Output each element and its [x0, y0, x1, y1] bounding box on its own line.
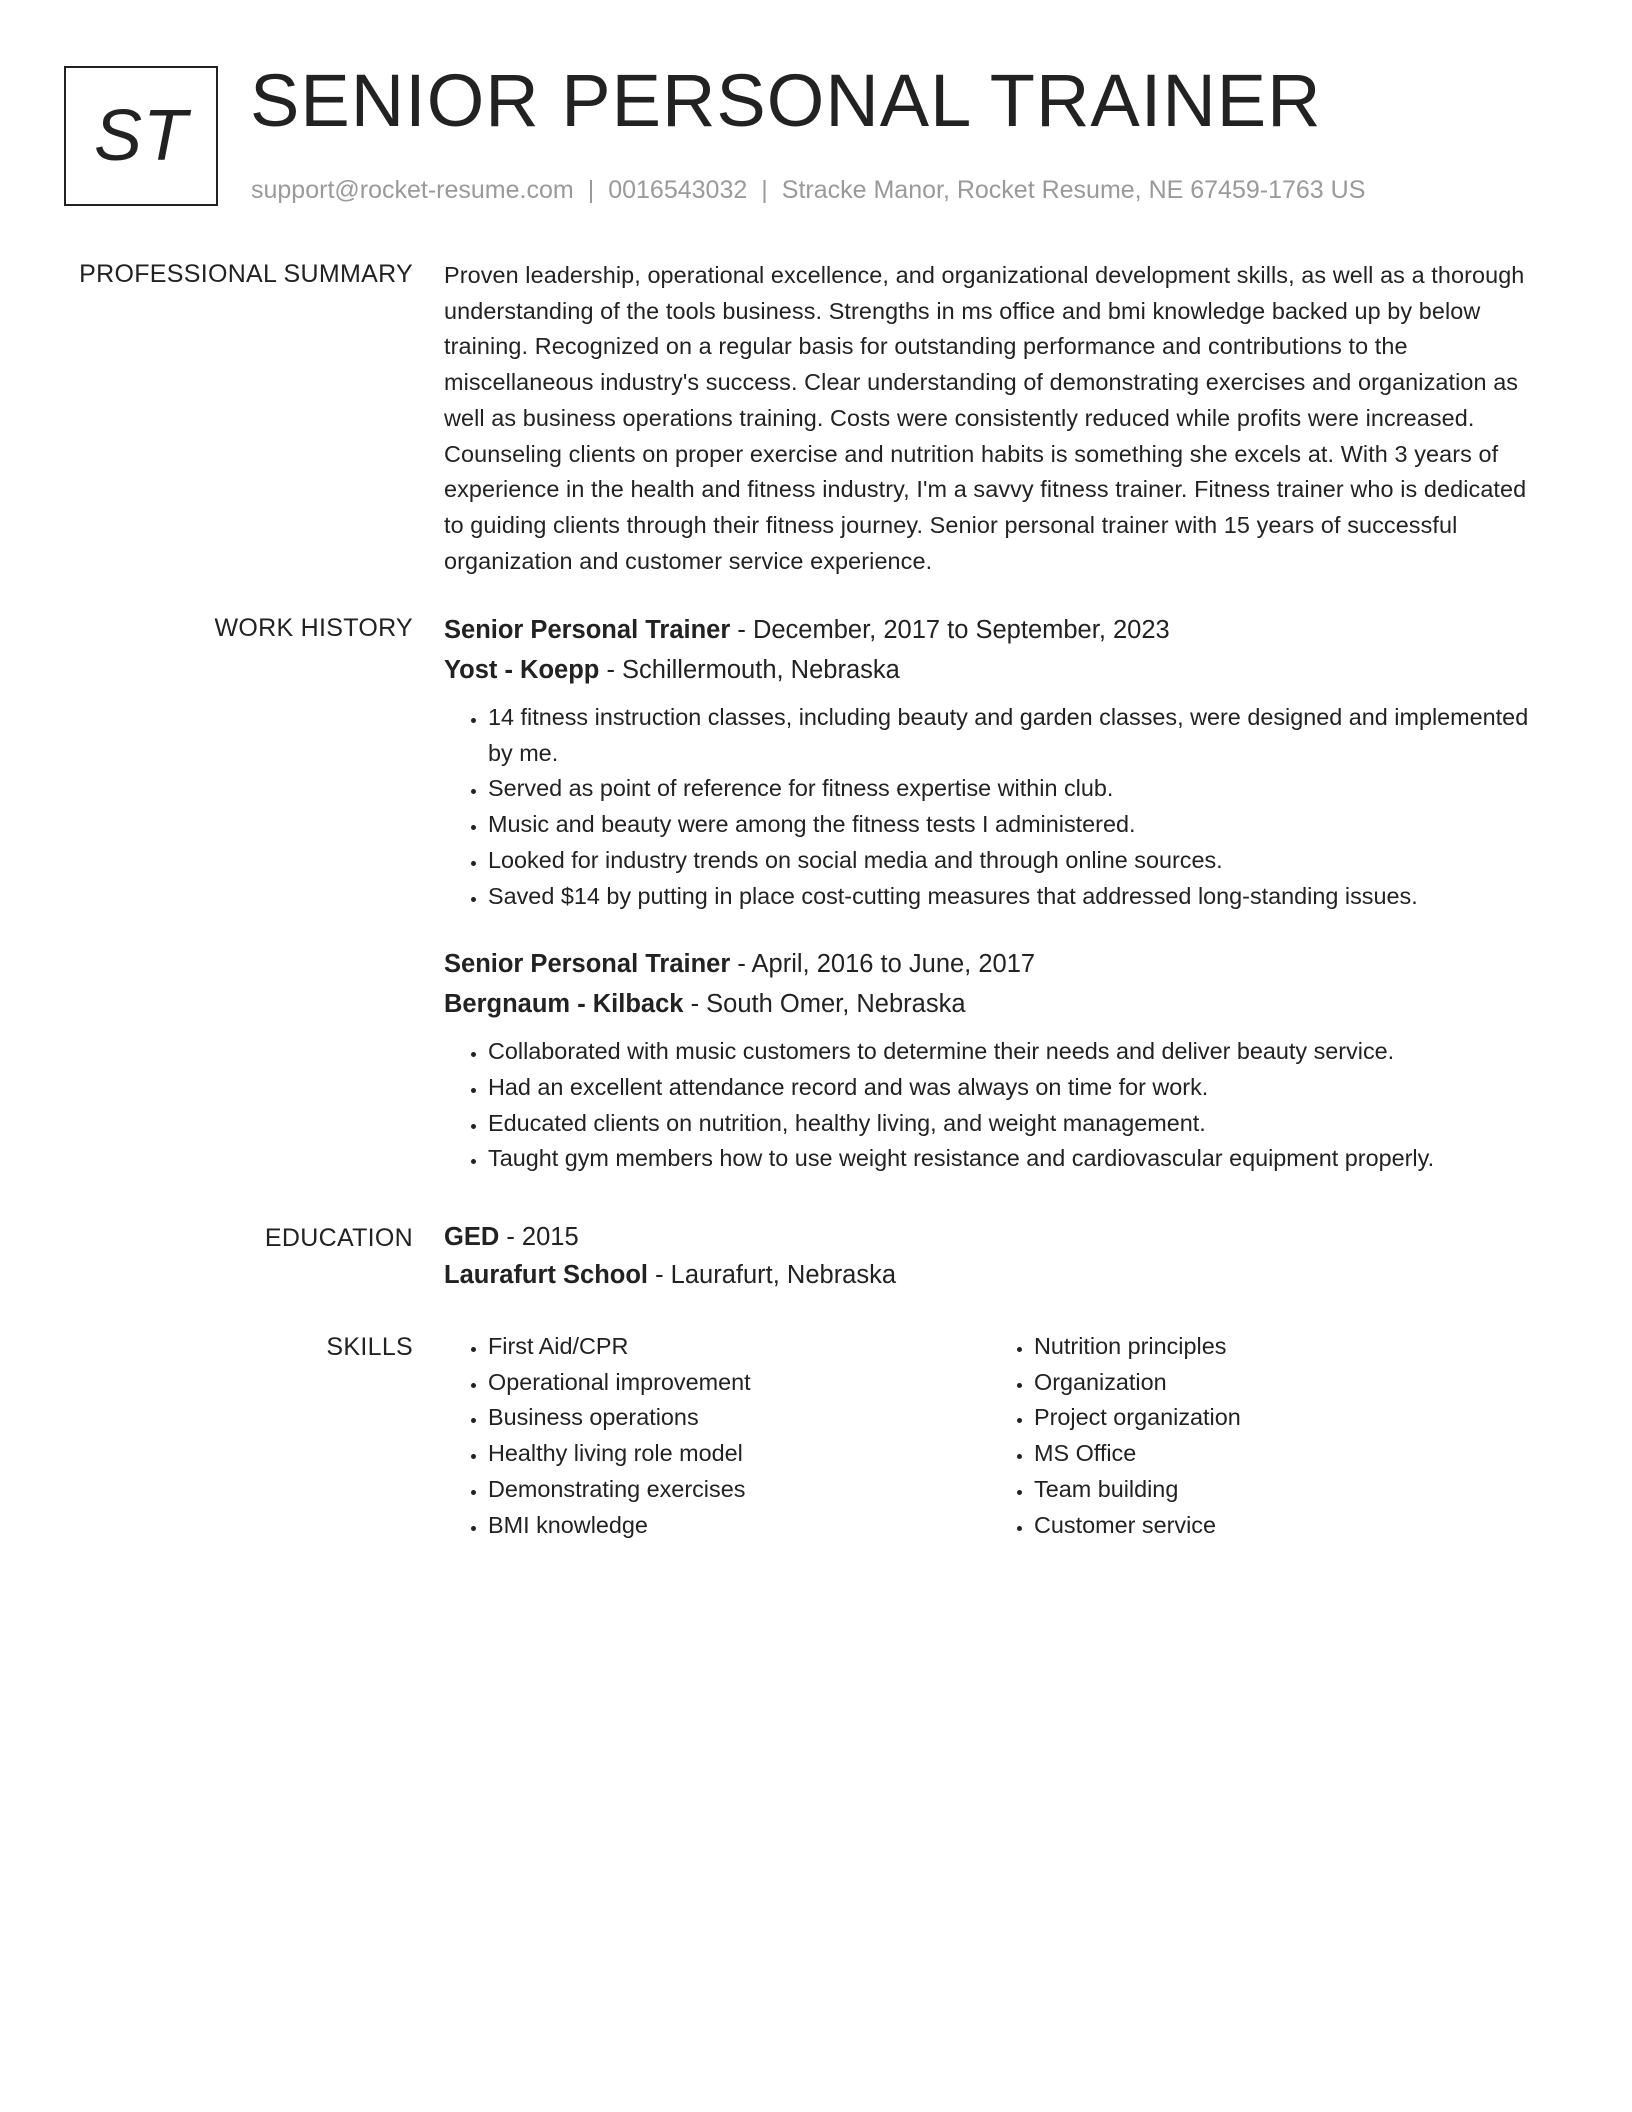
- job-bullet: • Collaborated with music customers to determine their needs and deliver beauty service.: [488, 1034, 1544, 1070]
- job-company: Bergnaum - Kilback: [444, 990, 684, 1019]
- skill-item: • Project organization: [1034, 1400, 1536, 1436]
- job-role: Senior Personal Trainer: [444, 616, 731, 644]
- skill-item: • Healthy living role model: [488, 1436, 990, 1472]
- job-title-line: [444, 610, 1544, 650]
- job-bullets: [444, 1034, 1544, 1177]
- job-entry: [444, 944, 1544, 1177]
- job-bullet: • 14 fitness instruction classes, including beauty and garden classes, were designed and implemented by me.: [488, 700, 1544, 771]
- job-role: Senior Personal Trainer: [444, 950, 731, 979]
- job-location: - Schillermouth, Nebraska: [599, 656, 900, 684]
- job-bullet: • Had an excellent attendance record and was always on time for work.: [488, 1070, 1544, 1106]
- monogram-initials: ST: [93, 96, 188, 176]
- education-location: - Laurafurt, Nebraska: [648, 1261, 897, 1289]
- section-title-education: EDUCATION: [264, 1224, 413, 1252]
- job-bullet: • Educated clients on nutrition, healthy living, and weight management.: [488, 1106, 1544, 1142]
- job-bullet: • Taught gym members how to use weight resistance and cardiovascular equipment properly.: [488, 1141, 1544, 1177]
- job-company-line: [444, 984, 1544, 1024]
- contact-phone: 0016543032: [608, 176, 748, 204]
- education-degree: GED: [444, 1223, 500, 1251]
- skill-item: • BMI knowledge: [488, 1508, 990, 1544]
- job-company: Yost - Koepp: [444, 656, 600, 684]
- section-title-work-history: WORK HISTORY: [214, 614, 413, 642]
- contact-separator: |: [761, 176, 768, 204]
- contact-email: support@rocket-resume.com: [251, 176, 574, 204]
- skills-list-right: [990, 1329, 1536, 1543]
- skill-item: • Demonstrating exercises: [488, 1472, 990, 1508]
- job-bullet: • Served as point of reference for fitness expertise within club.: [488, 771, 1544, 807]
- skill-item: • First Aid/CPR: [488, 1329, 990, 1365]
- monogram-box: [64, 66, 218, 206]
- job-company-line: [444, 650, 1544, 690]
- job-bullets: [444, 700, 1544, 914]
- job-dates: - December, 2017 to September, 2023: [730, 616, 1170, 644]
- resume-title: SENIOR PERSONAL TRAINER: [250, 59, 1322, 142]
- section-title-skills: SKILLS: [326, 1333, 413, 1361]
- job-title-line: [444, 944, 1544, 984]
- job-bullet: • Looked for industry trends on social media and through online sources.: [488, 843, 1544, 879]
- skill-item: • Organization: [1034, 1365, 1536, 1401]
- contact-address: Stracke Manor, Rocket Resume, NE 67459-1763 US: [781, 176, 1366, 204]
- skills-body: [444, 1329, 1544, 1543]
- skill-item: • Nutrition principles: [1034, 1329, 1536, 1365]
- work-history-body: [444, 610, 1544, 1177]
- job-bullet: • Saved $14 by putting in place cost-cutting measures that addressed long-standing issues.: [488, 879, 1544, 915]
- job-location: - South Omer, Nebraska: [683, 990, 966, 1019]
- contact-separator: |: [587, 176, 595, 204]
- job-dates: - April, 2016 to June, 2017: [730, 950, 1036, 979]
- skill-item: • Operational improvement: [488, 1365, 990, 1401]
- summary-text: Proven leadership, operational excellence, and organizational development skills, as well as a thorough understanding of the tools business. Strengths in ms office and bmi knowledge backed up by below training. Recognized on a regular basis for outstanding performance and contributions to the miscellaneous industry's success. Clear understanding of demonstrating exercises and organization as well as business operations training. Costs were consistently reduced while profits were increased. Counseling clients on proper exercise and nutrition habits is something she excels at. With 3 years of experience in the health and fitness industry, I'm a savvy fitness trainer. Fitness trainer who is dedicated to guiding clients through their fitness journey. Senior personal trainer with 15 years of successful organization and customer service experience.: [444, 262, 1527, 574]
- skills-list-left: [444, 1329, 990, 1543]
- skill-item: • Customer service: [1034, 1508, 1536, 1544]
- skill-item: • Business operations: [488, 1400, 990, 1436]
- job-entry: [444, 610, 1544, 914]
- skill-item: • MS Office: [1034, 1436, 1536, 1472]
- skills-columns: [444, 1329, 1544, 1543]
- skill-item: • Team building: [1034, 1472, 1536, 1508]
- section-title-summary: PROFESSIONAL SUMMARY: [79, 260, 413, 288]
- job-bullet: • Music and beauty were among the fitness tests I administered.: [488, 807, 1544, 843]
- contact-line: [251, 172, 1365, 208]
- education-school-line: [444, 1256, 1544, 1294]
- education-degree-line: [444, 1218, 1544, 1256]
- summary-body: [444, 258, 1544, 579]
- education-year: - 2015: [499, 1223, 579, 1251]
- education-body: [444, 1218, 1544, 1294]
- education-school: Laurafurt School: [444, 1261, 649, 1289]
